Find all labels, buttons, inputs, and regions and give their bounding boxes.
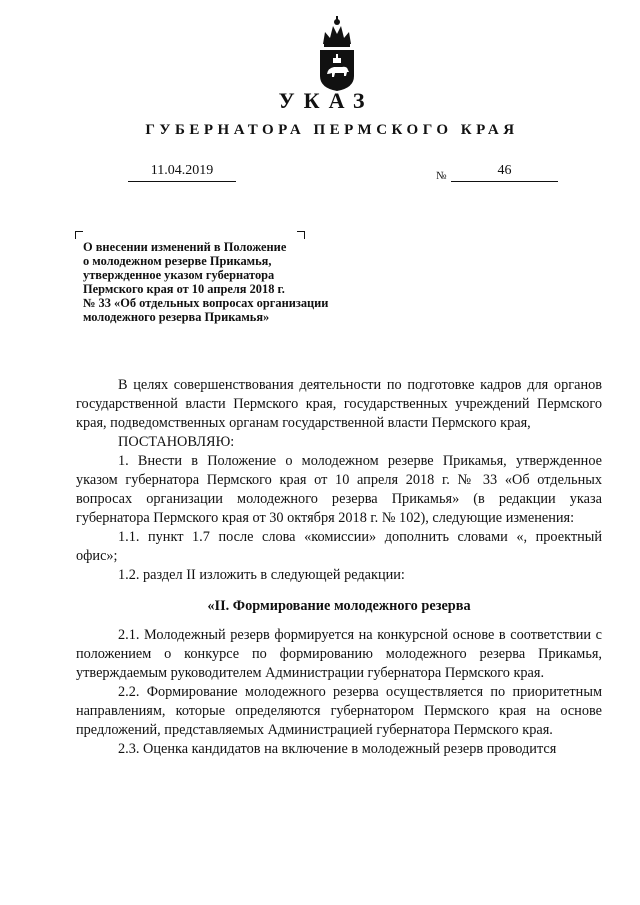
preamble-paragraph: В целях совершенствования деятельности по подготовке кадров для органов государственной власти Пермского края, государственных учреждений Пермского края, подведомственных органам государственной власти Пермского края, xyxy=(76,377,602,431)
clause-1-1: 1.1. пункт 1.7 после слова «комиссии» дополнить словами «, проектный офис»; xyxy=(76,529,602,564)
number-sign: № xyxy=(436,170,447,182)
subject-line: О внесении изменений в Положение xyxy=(83,240,287,254)
clause-1-2: 1.2. раздел II изложить в следующей редакции: xyxy=(118,567,405,583)
issuer-subtitle: ГУБЕРНАТОРА ПЕРМСКОГО КРАЯ xyxy=(145,122,519,138)
perm-krai-coat-of-arms-icon xyxy=(317,14,357,92)
clause-2-1: 2.1. Молодежный резерв формируется на конкурсной основе в соответствии с положением о конкурсе по формированию молодежного резерва Прикамья, утверждаемым руководителем Администрации губернатора Пермского края. xyxy=(76,627,602,681)
subject-line: Пермского края от 10 апреля 2018 г. xyxy=(83,282,285,296)
subject-line: о молодежном резерве Прикамья, xyxy=(83,254,272,268)
decree-word: ПОСТАНОВЛЯЮ: xyxy=(118,434,235,450)
document-body xyxy=(76,376,602,759)
document-date: 11.04.2019 xyxy=(128,163,236,182)
clause-2-3: 2.3. Оценка кандидатов на включение в молодежный резерв проводится xyxy=(118,741,557,757)
subject-line: № 33 «Об отдельных вопросах организации xyxy=(83,296,329,310)
subject-line: утвержденное указом губернатора xyxy=(83,268,275,282)
section-heading: «II. Формирование молодежного резерва xyxy=(207,598,471,614)
document-number: 46 xyxy=(451,163,558,182)
subject-line: молодежного резерва Прикамья» xyxy=(83,310,270,324)
clause-2-2: 2.2. Формирование молодежного резерва осуществляется по приоритетным направлениям, которые определяются губернатором Пермского края на основе предложений, представляемых Администрацией губернатора Пермского края. xyxy=(76,684,602,738)
subject-corner-left xyxy=(75,231,83,239)
clause-1: 1. Внести в Положение о молодежном резерве Прикамья, утвержденное указом губернатора Пермского края от 10 апреля 2018 г. № 33 «Об отдельных вопросах организации молодежного резерва Прикамья» (в редакции указа губернатора Пермского края от 30 октября 2018 г. № 102), следующие изменения: xyxy=(76,453,602,526)
subject-corner-right xyxy=(297,231,305,239)
document-type-title: УКАЗ xyxy=(278,88,374,113)
document-subject xyxy=(83,240,403,324)
